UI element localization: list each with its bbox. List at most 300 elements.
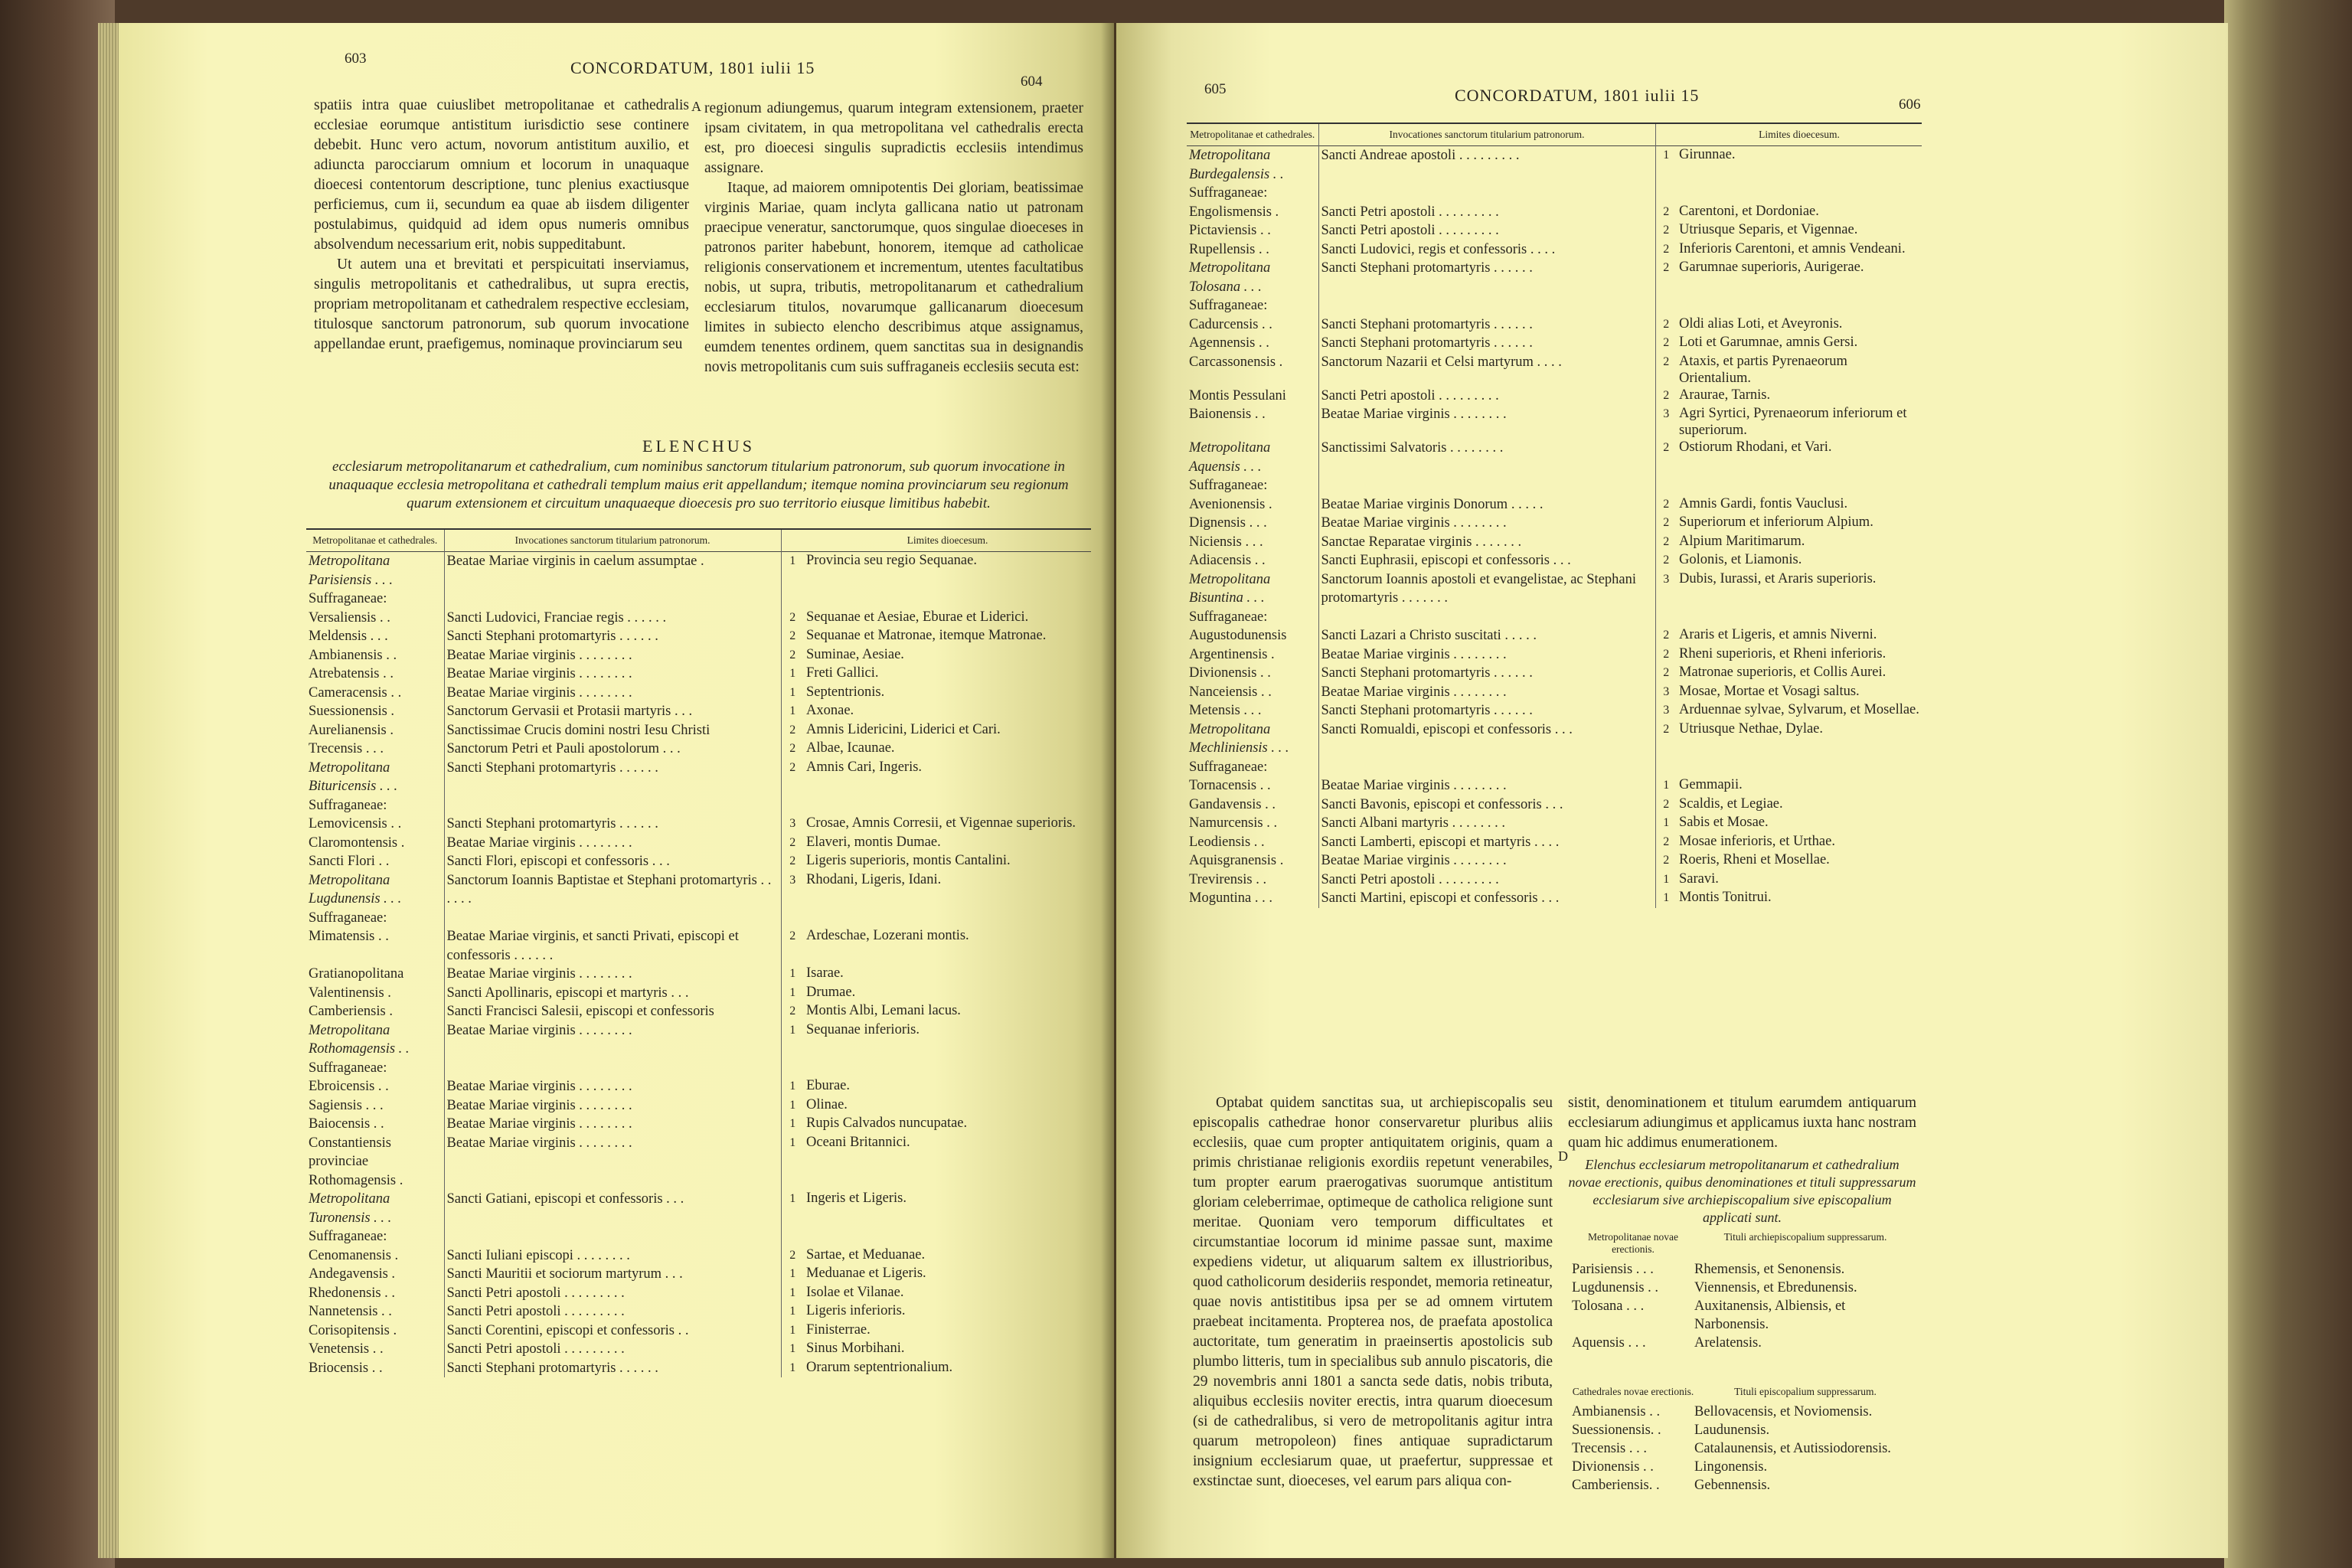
region-count: 1 [781, 1115, 804, 1134]
invocation-text: Beatae Mariae virginis . . . . . . . . [444, 684, 781, 703]
diocese-limits: Montis Albi, Lemani lacus. [806, 1003, 961, 1018]
see-name: Tolosana . . . [1572, 1298, 1645, 1314]
paragraph: Ut autem una et brevitati et perspicuitati inserviamus, singulis metropolitanis et cathedralibus, ut supra erectis, propriam metropolitanam et cathedralem respective ecclesiam, titulosque sanctorum patronorum, sub quorum invocatione appellandae erunt, praefigemus, nominaque provinciarum seu [314, 256, 689, 352]
table-row [1187, 240, 1922, 260]
invocation-text: Sancti Petri apostoli . . . . . . . . . [1318, 203, 1655, 222]
region-count: 2 [1655, 439, 1677, 476]
table-row [1187, 833, 1922, 852]
header-invocations: Invocationes sanctorum titularium patronorum. [444, 529, 781, 552]
cathedral-name: Pictaviensis . . [1189, 223, 1271, 238]
invocation-text [1318, 184, 1655, 203]
table-row [1187, 476, 1922, 495]
diocese-limits: Ligeris superioris, montis Cantalini. [806, 853, 1011, 868]
cathedral-name: Suffraganeae: [309, 910, 387, 926]
table-row [306, 1302, 1091, 1321]
region-count: 2 [1655, 720, 1677, 758]
invocation-text: Sancti Francisci Salesii, episcopi et confessoris [444, 1002, 781, 1021]
sub-header-titles: Tituli episcopalium suppressarum. [1734, 1386, 1877, 1397]
table-row [306, 1021, 1091, 1059]
cathedral-name: Nannetensis . . [309, 1304, 392, 1319]
region-count: 1 [1655, 776, 1677, 795]
table-row [306, 665, 1091, 684]
table-row [306, 834, 1091, 853]
table-row [306, 1115, 1091, 1134]
diocese-limits: Girunnae. [1679, 147, 1736, 162]
diocese-limits: Garumnae superioris, Aurigerae. [1679, 260, 1864, 275]
table-row [1187, 645, 1922, 665]
cathedral-name: Carcassonensis . [1189, 354, 1283, 370]
table-row [1187, 776, 1922, 795]
invocation-text: Sancti Stephani protomartyris . . . . . . [444, 815, 781, 834]
invocation-text: Sancti Stephani protomartyris . . . . . . [1318, 259, 1655, 296]
left-page-number-inner: 604 [1021, 74, 1043, 90]
sub-header-titles: Tituli archiepiscopalium suppressarum. [1723, 1231, 1887, 1243]
region-count: 2 [1655, 626, 1677, 645]
cathedral-name: Suffraganeae: [309, 591, 387, 606]
diocese-limits: Isarae. [806, 965, 844, 981]
invocation-text: Beatae Mariae virginis . . . . . . . . [1318, 514, 1655, 533]
region-count: 2 [781, 834, 804, 853]
table-row [1187, 334, 1922, 353]
invocation-text [1318, 758, 1655, 777]
table-row [306, 796, 1091, 815]
diocese-limits: Ostiorum Rhodani, et Vari. [1679, 439, 1832, 455]
diocese-limits: Loti et Garumnae, amnis Gersi. [1679, 335, 1858, 350]
table-row [1187, 570, 1922, 608]
cathedral-name: Argentinensis . [1189, 646, 1275, 662]
region-count: 2 [1655, 833, 1677, 852]
table-row [306, 1284, 1091, 1303]
invocation-text: Sancti Stephani protomartyris . . . . . . [1318, 315, 1655, 335]
list-item [1572, 1476, 1916, 1494]
invocation-text: Sancti Albani martyris . . . . . . . . [1318, 814, 1655, 833]
cathedral-name: Aurelianensis . [309, 722, 394, 738]
diocese-limits: Rheni superioris, et Rheni inferioris. [1679, 645, 1886, 662]
invocation-text: Beatae Mariae virginis . . . . . . . . [444, 1134, 781, 1191]
table-row [306, 1340, 1091, 1359]
region-count: 1 [781, 1096, 804, 1116]
table-row [306, 1227, 1091, 1246]
cathedral-name: Atrebatensis . . [309, 666, 394, 681]
region-count: 1 [781, 1021, 804, 1059]
cathedral-name: Metensis . . . [1189, 703, 1262, 718]
diocese-limits: Scaldis, et Legiae. [1679, 795, 1783, 812]
region-count: 2 [1655, 551, 1677, 570]
invocation-text: Sancti Petri apostoli . . . . . . . . . [1318, 387, 1655, 406]
see-name: Aquensis . . . [1572, 1335, 1646, 1351]
region-count: 2 [1655, 240, 1677, 260]
diocese-limits [1677, 476, 1922, 495]
invocation-text: Sancti Iuliani episcopi . . . . . . . . [444, 1246, 781, 1266]
header-cathedrals: Metropolitanae et cathedrales. [1190, 129, 1315, 140]
cathedral-name: Cameracensis . . [309, 684, 402, 701]
cathedral-name: Metropolitana Bituricensis . . . [309, 760, 398, 794]
left-page [119, 23, 1114, 1558]
invocation-text [1318, 296, 1655, 315]
cathedral-name: Rupellensis . . [1189, 241, 1269, 257]
table-row [306, 552, 1091, 590]
invocation-text: Sancti Flori, episcopi et confessoris . . . [444, 852, 781, 871]
right-page [1116, 23, 2228, 1558]
region-count: 3 [1655, 570, 1677, 608]
invocation-text: Sancti Euphrasii, episcopi et confessoris . . . [1318, 551, 1655, 570]
region-count: 1 [781, 1302, 804, 1321]
cathedral-name: Tornacensis . . [1189, 778, 1271, 793]
column-marker: A [691, 99, 701, 114]
list-item [1572, 1458, 1916, 1476]
header-invocations: Invocationes sanctorum titularium patronorum. [1318, 123, 1655, 146]
region-count [781, 909, 804, 928]
table-row [306, 740, 1091, 759]
diocese-limits: Dubis, Iurassi, et Araris superioris. [1679, 570, 1877, 586]
cathedral-name: Metropolitana Turonensis . . . [309, 1191, 392, 1226]
region-count: 2 [1655, 664, 1677, 683]
table-row [306, 909, 1091, 928]
invocation-text: Sancti Martini, episcopi et confessoris . . . [1318, 889, 1655, 908]
list-item [1572, 1403, 1916, 1421]
diocese-limits [804, 796, 1091, 815]
region-count: 1 [781, 684, 804, 703]
left-page-number-outer: 603 [345, 51, 367, 67]
diocese-limits: Golonis, et Liamonis. [1679, 552, 1802, 567]
list-item [1572, 1334, 1916, 1352]
table-row [306, 852, 1091, 871]
cathedral-name: Avenionensis . [1189, 496, 1272, 512]
sub-header-metropolitanae: Metropolitanae novae erectionis. [1587, 1231, 1679, 1255]
invocation-text: Beatae Mariae virginis . . . . . . . . [444, 665, 781, 684]
region-count: 1 [1655, 146, 1677, 185]
see-name: Lugdunensis . . [1572, 1280, 1659, 1295]
table-row [306, 1134, 1091, 1191]
archiepiscopal-titles-table [1572, 1231, 1916, 1352]
cathedral-name: Suffraganeae: [1189, 609, 1268, 625]
cathedral-name: Cenomanensis . [309, 1247, 399, 1263]
region-count [1655, 476, 1677, 495]
invocation-text: Sanctissimae Crucis domini nostri Iesu Christi [444, 721, 781, 740]
diocese-limits: Ardeschae, Lozerani montis. [806, 928, 969, 943]
region-count: 3 [781, 815, 804, 834]
region-count: 1 [781, 1321, 804, 1341]
table-row [1187, 387, 1922, 406]
cathedral-name: Divionensis . . [1189, 665, 1271, 681]
invocation-text: Sancti Stephani protomartyris . . . . . . [444, 627, 781, 646]
invocation-text: Sancti Petri apostoli . . . . . . . . . [1318, 221, 1655, 240]
diocese-limits: Rupis Calvados nuncupatae. [806, 1116, 968, 1131]
diocese-limits: Mosae inferioris, et Urthae. [1679, 833, 1835, 849]
invocation-text: Beatae Mariae virginis Donorum . . . . . [1318, 495, 1655, 514]
table-row [1187, 259, 1922, 296]
diocese-limits: Rhodani, Ligeris, Idani. [806, 871, 942, 887]
table-row [1187, 720, 1922, 758]
region-count: 2 [781, 759, 804, 796]
invocation-text: Beatae Mariae virginis in caelum assumptae . [444, 552, 781, 590]
region-count: 2 [781, 1246, 804, 1266]
list-item [1572, 1421, 1916, 1439]
cathedral-name: Sancti Flori . . [309, 854, 390, 869]
invocation-text [444, 1227, 781, 1246]
region-count: 1 [781, 1265, 804, 1284]
region-count: 3 [1655, 405, 1677, 439]
region-count [1655, 184, 1677, 203]
table-row [306, 646, 1091, 665]
region-count: 1 [781, 552, 804, 590]
cathedral-name: Ambianensis . . [309, 647, 397, 663]
cathedral-name: Moguntina . . . [1189, 890, 1272, 906]
invocation-text: Beatae Mariae virginis . . . . . . . . [444, 1077, 781, 1096]
region-count: 1 [781, 702, 804, 721]
table-row [1187, 795, 1922, 815]
diocese-limits: Isolae et Vilanae. [806, 1284, 904, 1300]
cathedral-name: Metropolitana Rothomagensis . . [309, 1022, 410, 1057]
region-count: 1 [781, 1284, 804, 1303]
table-header-row [1187, 123, 1922, 146]
table-row [306, 1190, 1091, 1227]
table-row [1187, 146, 1922, 185]
header-cathedrals: Metropolitanae et cathedrales. [312, 534, 438, 546]
region-count: 1 [781, 1190, 804, 1227]
table-row [1187, 514, 1922, 533]
region-count: 1 [781, 1340, 804, 1359]
diocese-limits: Montis Tonitrui. [1679, 890, 1772, 905]
diocese-limits: Amnis Lidericini, Liderici et Cari. [806, 721, 1001, 737]
cathedral-name: Suffraganeae: [1189, 298, 1268, 313]
table-row [306, 965, 1091, 984]
diocese-limits: Orarum septentrionalium. [806, 1359, 953, 1375]
region-count: 2 [1655, 259, 1677, 296]
diocese-limits: Mosae, Mortae et Vosagi saltus. [1679, 683, 1860, 699]
list-item [1572, 1279, 1916, 1297]
diocese-limits [1677, 608, 1922, 627]
diocese-limits: Sabis et Mosae. [1679, 815, 1769, 830]
invocation-text: Sancti Gatiani, episcopi et confessoris . . . [444, 1190, 781, 1227]
see-name: Parisiensis . . . [1572, 1262, 1654, 1277]
diocese-limits: Amnis Cari, Ingeris. [806, 759, 923, 775]
invocation-text: Sancti Andreae apostoli . . . . . . . . . [1318, 146, 1655, 185]
table-row [306, 702, 1091, 721]
region-count: 2 [1655, 203, 1677, 222]
diocese-limits: Inferioris Carentoni, et amnis Vendeani. [1679, 240, 1906, 256]
episcopal-titles-table [1572, 1386, 1916, 1494]
region-count [781, 1227, 804, 1246]
invocation-text: Beatae Mariae virginis . . . . . . . . [1318, 645, 1655, 665]
cathedral-name: Metropolitana Aquensis . . . [1189, 440, 1271, 475]
invocation-text: Beatae Mariae virginis . . . . . . . . [444, 646, 781, 665]
invocation-text: Sancti Lamberti, episcopi et martyris . . . . [1318, 833, 1655, 852]
invocation-text: Sanctorum Ioannis Baptistae et Stephani protomartyris . . . . . . [444, 871, 781, 909]
table-row [1187, 664, 1922, 683]
page-edges-left [98, 23, 121, 1558]
list-item [1572, 1439, 1916, 1458]
region-count [1655, 758, 1677, 777]
table-row [306, 684, 1091, 703]
diocese-limits: Eburae. [806, 1078, 851, 1093]
table-row [1187, 551, 1922, 570]
cathedral-name: Metropolitana Tolosana . . . [1189, 260, 1271, 295]
table-row [1187, 871, 1922, 890]
right-page-number-outer: 606 [1899, 96, 1921, 113]
left-text-column-2 [704, 99, 1083, 377]
cathedral-name: Baionensis . . [1189, 407, 1266, 422]
table-row [306, 1002, 1091, 1021]
table-row [1187, 221, 1922, 240]
invocation-text: Beatae Mariae virginis, et sancti Privati, episcopi et confessoris . . . . . . [444, 927, 781, 965]
invocation-text: Sanctae Reparatae virginis . . . . . . . [1318, 533, 1655, 552]
cathedral-name: Dignensis . . . [1189, 515, 1267, 531]
table-row [306, 1321, 1091, 1341]
table-row [306, 609, 1091, 628]
table-row [1187, 889, 1922, 908]
invocation-text: Sancti Stephani protomartyris . . . . . . [1318, 664, 1655, 683]
diocese-limits: Gemmapii. [1679, 777, 1743, 792]
region-count: 2 [781, 646, 804, 665]
diocese-limits: Ligeris inferioris. [806, 1303, 906, 1318]
table-row [306, 1265, 1091, 1284]
table-row [1187, 758, 1922, 777]
invocation-text: Beatae Mariae virginis . . . . . . . . [1318, 776, 1655, 795]
see-name: Trecensis . . . [1572, 1441, 1647, 1456]
invocation-text [1318, 608, 1655, 627]
region-count: 3 [1655, 701, 1677, 720]
cathedral-name: Adiacensis . . [1189, 553, 1266, 568]
paragraph: Optabat quidem sanctitas sua, ut archiepiscopalis seu episcopalis cathedrae honor conservaretur pluribus aliis ecclesiis, quae cum propter antiquitatem originis, quam a primis christianae religionis exordiis repetunt venerabiles, tum propter earum praerogativas suorumque antistitum gloriam celeberrimae, optimeque de catholica religione sunt meritae. Quoniam vero temporum difficultates et circumstantiae locorum id minime passae sunt, maxime expediens videtur, ut aliquarum saltem ex illustrioribus, quod catholicorum desideriis respondet, memoria retineatur, quae novis antistitibus ipsa per se ad omnem virtutem praebeat incitamenta. Propterea nos, de praefata apostolica auctoritate, tum generatim in praeinsertis apostolicis sub plumbo litteris, tum in specialibus sub annulo piscatoris, die 29 novembris anni 1801 a sancta sede datis, nobis tributa, aliquibus ecclesiis noviter erectis, intra quarum dioecesum (si de cathedralibus, si vero de metropolitanis agitur intra quarum metropoleon) fines antiquae supradictarum insignium ecclesiarum quae, ut praefertur, suppressae et exstinctae sunt, dioeceses, vel earum pars aliqua con- [1193, 1095, 1553, 1489]
book-cover-right [2224, 0, 2352, 1568]
diocese-limits: Finisterrae. [806, 1321, 871, 1338]
list-item [1572, 1297, 1916, 1334]
sub-table-header [1572, 1231, 1916, 1256]
diocese-limits: Utriusque Separis, et Vigennae. [1679, 222, 1858, 237]
diocese-limits: Crosae, Amnis Corresii, et Vigennae superioris. [806, 815, 1076, 831]
region-count [1655, 296, 1677, 315]
cathedral-name: Aquisgranensis . [1189, 853, 1284, 868]
region-count: 2 [781, 927, 804, 965]
cathedral-name: Suffraganeae: [1189, 759, 1268, 775]
invocation-text: Sancti Petri apostoli . . . . . . . . . [444, 1302, 781, 1321]
diocese-limits: Drumae. [806, 984, 856, 1000]
cathedral-name: Baiocensis . . [309, 1116, 384, 1132]
cathedral-name: Leodiensis . . [1189, 834, 1265, 850]
cathedral-name: Andegavensis . [309, 1266, 396, 1282]
sub-header-cathedrales: Cathedrales novae erectionis. [1572, 1386, 1694, 1397]
cathedral-name: Sagiensis . . . [309, 1097, 384, 1113]
diocese-limits: Superiorum et inferiorum Alpium. [1679, 514, 1873, 530]
region-count: 3 [781, 871, 804, 909]
table-row [1187, 495, 1922, 514]
table-row [306, 1096, 1091, 1116]
right-running-head: CONCORDATUM, 1801 iulii 15 [1455, 86, 1700, 105]
table-row [1187, 405, 1922, 439]
invocation-text: Beatae Mariae virginis . . . . . . . . [1318, 683, 1655, 702]
invocation-text: Sancti Petri apostoli . . . . . . . . . [1318, 871, 1655, 890]
region-count [1655, 608, 1677, 627]
region-count: 3 [1655, 683, 1677, 702]
cathedral-name: Engolismensis . [1189, 204, 1279, 220]
invocation-text: Sancti Apollinaris, episcopi et martyris . . . [444, 984, 781, 1003]
region-count: 2 [781, 627, 804, 646]
region-count: 2 [1655, 645, 1677, 665]
cathedral-name: Metropolitana Bisuntina . . . [1189, 571, 1271, 606]
table-row [1187, 851, 1922, 871]
diocese-limits: Oldi alias Loti, et Aveyronis. [1679, 315, 1843, 332]
right-page-number-inner: 605 [1204, 81, 1227, 97]
diocese-limits: Sequanae et Matronae, itemque Matronae. [806, 628, 1047, 643]
cathedral-name: Valentinensis . [309, 985, 391, 1001]
table-row [306, 1059, 1091, 1078]
invocation-text: Sancti Petri apostoli . . . . . . . . . [444, 1284, 781, 1303]
cathedral-name: Suffraganeae: [1189, 478, 1268, 493]
table-row [306, 721, 1091, 740]
diocese-limits: Matronae superioris, et Collis Aurei. [1679, 665, 1886, 680]
invocation-text: Sancti Bavonis, episcopi et confessoris . . . [1318, 795, 1655, 815]
diocese-limits [804, 1227, 1091, 1246]
cathedral-name: Briocensis . . [309, 1360, 383, 1376]
paragraph: Itaque, ad maiorem omnipotentis Dei gloriam, beatissimae virginis Mariae, quam inclyta gallicana natio ut patronam praecipue veneratur, sanctorumque, quos singulae dioeceses in patronos pariter habebunt, honorem, itemque ad catholicae religionis conservationem et incrementum, utentes facultatibus nobis, ut supra, tributis, metropolitanarum et cathedralium ecclesiarum titulos, novarumque gallicanarum dioecesum limites in subiecto elencho describimus atque assignamus, eumdem tenentes ordinem, quem sanctitas sua in designandis novis metropolitanis cum suis suffraganeis ecclesiis secuta est: [704, 180, 1083, 375]
see-titles: Arelatensis. [1694, 1335, 1762, 1351]
paragraph: regionum adiungemus, quarum integram extensionem, praeter ipsam civitatem, in qua metropolitana vel cathedralis erecta est, pro dioecesi singulis supradictis ecclesiis intendimus assignare. [704, 100, 1083, 176]
table-row [1187, 608, 1922, 627]
cathedral-name: Cadurcensis . . [1189, 316, 1272, 332]
invocation-text: Beatae Mariae virginis . . . . . . . . [444, 1021, 781, 1059]
table-row [306, 1246, 1091, 1266]
diocese-limits [1677, 758, 1922, 777]
cathedral-name: Meldensis . . . [309, 629, 388, 644]
table-row [1187, 626, 1922, 645]
diocese-limits: Alpium Maritimarum. [1679, 533, 1805, 549]
invocation-text: Sanctorum Gervasii et Protasii martyris . . . [444, 702, 781, 721]
diocese-limits: Olinae. [806, 1096, 848, 1112]
region-count: 1 [781, 1077, 804, 1096]
diocese-limits: Sequanae et Aesiae, Eburae et Liderici. [806, 609, 1029, 625]
diocese-limits: Amnis Gardi, fontis Vauclusi. [1679, 495, 1848, 511]
region-count: 2 [1655, 353, 1677, 387]
diocese-limits: Araris et Ligeris, et amnis Niverni. [1679, 627, 1877, 642]
table-row [1187, 701, 1922, 720]
cathedral-name: Gandavensis . . [1189, 796, 1276, 812]
diocese-limits: Saravi. [1679, 871, 1719, 887]
diocese-limits: Axonae. [806, 703, 854, 718]
region-count: 1 [781, 965, 804, 984]
list-item [1572, 1260, 1916, 1279]
table-row [1187, 683, 1922, 702]
diocese-limits: Septentrionis. [806, 684, 885, 700]
diocese-limits: Ataxis, et partis Pyrenaeorum Orientalium. [1679, 353, 1847, 386]
column-marker: D [1558, 1148, 1568, 1164]
invocation-text: Sancti Romualdi, episcopi et confessoris . . . [1318, 720, 1655, 758]
right-text-column-2 [1568, 1093, 1916, 1153]
region-count: 2 [1655, 387, 1677, 406]
diocese-limits [1677, 184, 1922, 203]
cathedral-name: Suessionensis . [309, 704, 395, 719]
diocese-limits: Ingeris et Ligeris. [806, 1191, 906, 1206]
invocation-text: Sancti Stephani protomartyris . . . . . . [1318, 701, 1655, 720]
region-count: 2 [781, 852, 804, 871]
cathedral-name: Mimatensis . . [309, 929, 389, 944]
invocation-text: Beatae Mariae virginis . . . . . . . . [1318, 405, 1655, 439]
cathedral-name: Metropolitana Lugdunensis . . . [309, 872, 402, 906]
cathedral-name: Suffraganeae: [309, 1060, 387, 1076]
region-count: 1 [1655, 889, 1677, 908]
region-count: 1 [781, 665, 804, 684]
invocation-text: Sancti Stephani protomartyris . . . . . . [1318, 334, 1655, 353]
invocation-text: Sanctorum Nazarii et Celsi martyrum . . . . [1318, 353, 1655, 387]
region-count: 2 [781, 721, 804, 740]
diocese-table-right [1187, 122, 1922, 908]
invocation-text: Sancti Stephani protomartyris . . . . . . [444, 759, 781, 796]
region-count: 2 [1655, 315, 1677, 335]
left-running-head: CONCORDATUM, 1801 iulii 15 [570, 58, 815, 77]
diocese-limits: Oceani Britannici. [806, 1134, 910, 1150]
invocation-text: Beatae Mariae virginis . . . . . . . . [444, 965, 781, 984]
see-titles: Gebennensis. [1694, 1478, 1771, 1493]
